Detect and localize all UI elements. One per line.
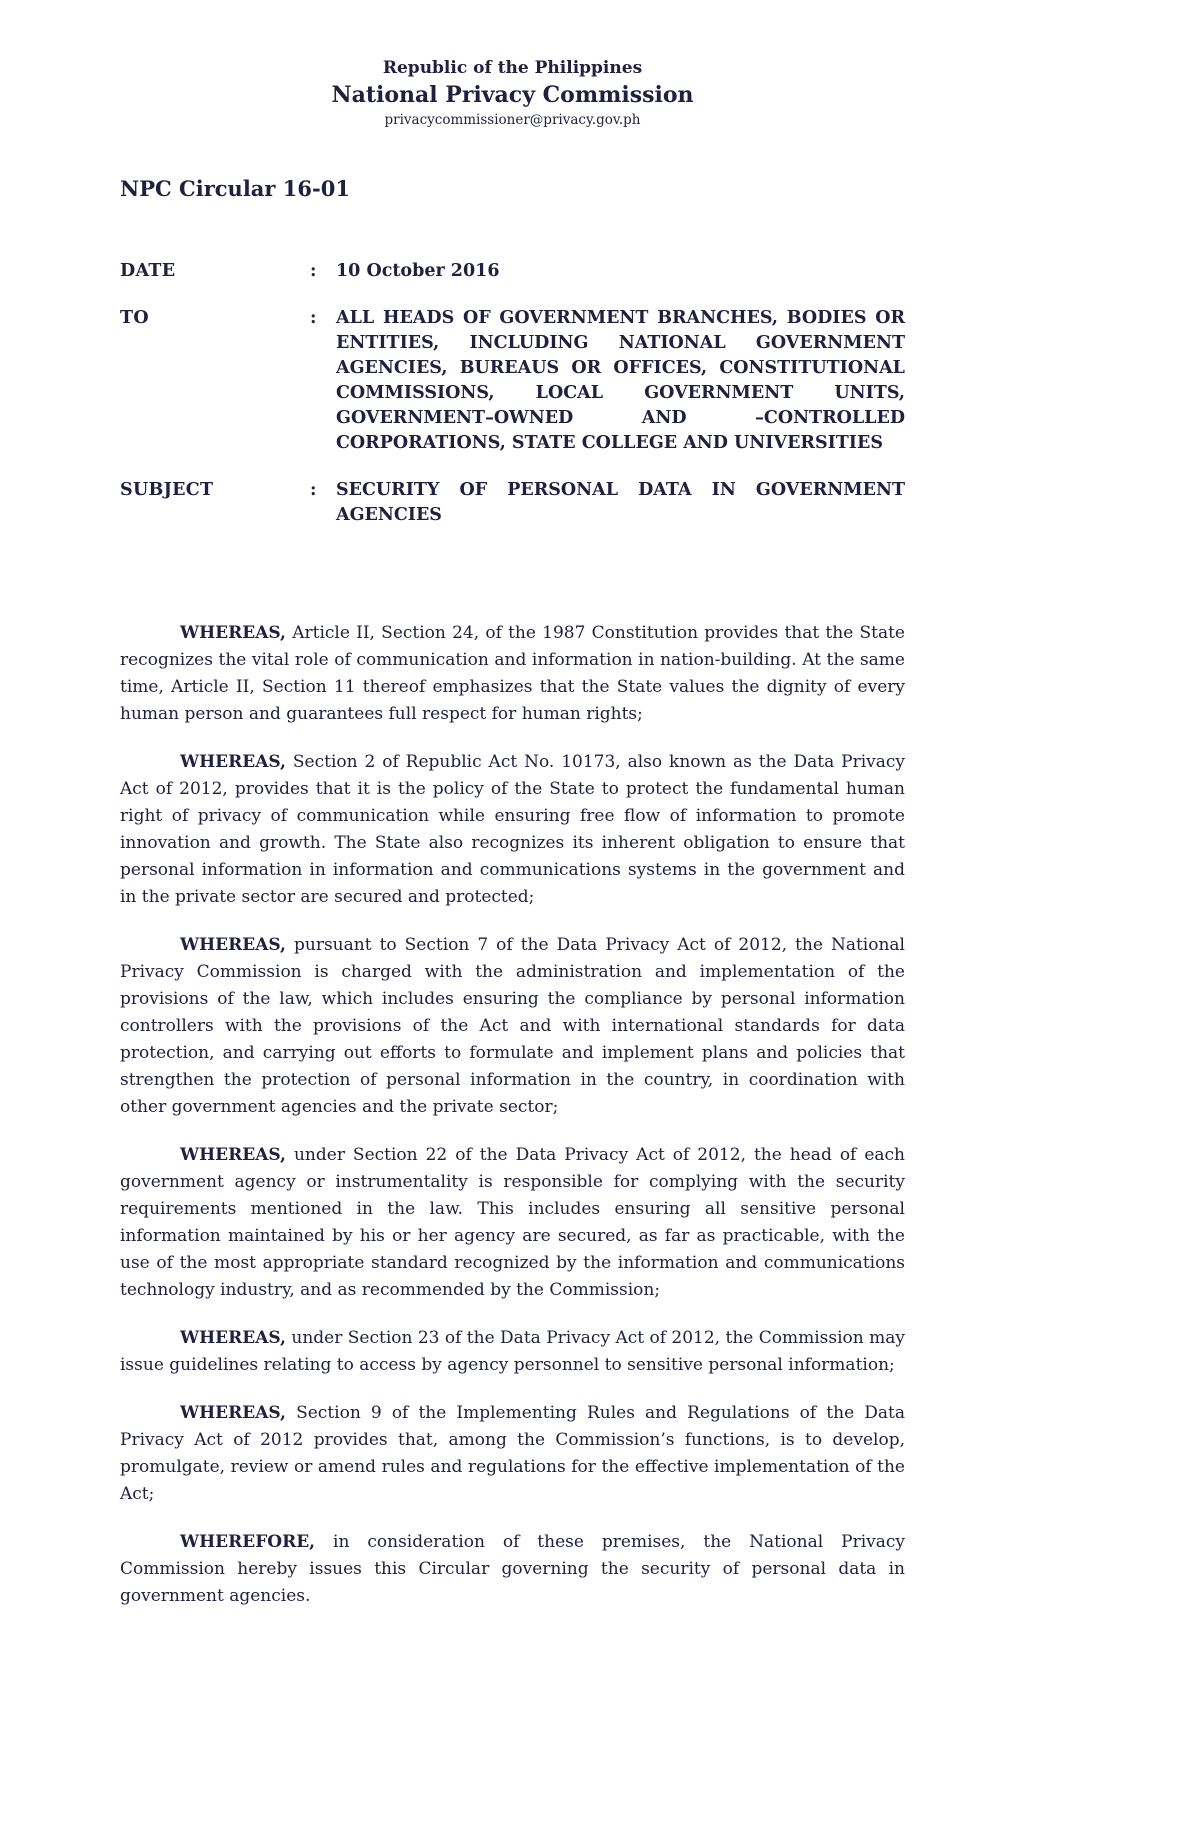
paragraph-whereas-6 [120, 1400, 905, 1508]
republic-line: Republic of the Philippines [382, 58, 643, 78]
meta-label-to: TO [120, 308, 149, 328]
body-block [120, 620, 905, 1610]
circular-title: NPC Circular 16-01 [120, 176, 350, 201]
paragraph-lead: WHEREAS, [180, 935, 286, 955]
paragraph-lead: WHEREAS, [180, 1403, 286, 1423]
paragraph-wherefore [120, 1529, 905, 1610]
paragraph-lead: WHEREAS, [180, 752, 286, 772]
paragraph-whereas-2 [120, 749, 905, 911]
commission-email: privacycommissioner@privacy.gov.ph [384, 112, 641, 128]
paragraph-lead: WHEREAS, [180, 1145, 286, 1165]
paragraph-lead: WHEREAS, [180, 1328, 286, 1348]
paragraph-whereas-1 [120, 620, 905, 728]
meta-value-to: ALL HEADS OF GOVERNMENT BRANCHES, BODIES OR ENTITIES, INCLUDING NATIONAL GOVERNMENT AGENCIES, BUREAUS OR OFFICES, CONSTITUTIONAL COMMISSIONS, LOCAL GOVERNMENT UNITS, GOVERNMENT–OWNED AND –CONTROLLED CORPORATIONS, STATE COLLEGE AND UNIVERSITIES [336, 308, 905, 453]
meta-colon-subject: : [310, 480, 317, 500]
paragraph-text: pursuant to Section 7 of the Data Privacy Act of 2012, the National Privacy Commission is charged with the administration and implementation of the provisions of the law, which includes ensuring the compliance by personal information controllers with the provisions of the Act and with international standards for data protection, and carrying out efforts to formulate and implement plans and policies that strengthen the protection of personal information in the country, in coordination with other government agencies and the private sector; [120, 935, 905, 1117]
meta-label-subject: SUBJECT [120, 480, 214, 500]
commission-name: National Privacy Commission [331, 82, 694, 108]
meta-label-date: DATE [120, 261, 176, 281]
paragraph-text: under Section 23 of the Data Privacy Act of 2012, the Commission may issue guidelines relating to access by agency personnel to sensitive personal information; [120, 1328, 905, 1375]
paragraph-text: under Section 22 of the Data Privacy Act of 2012, the head of each government agency or instrumentality is responsible for complying with the security requirements mentioned in the law. This includes ensuring all sensitive personal information maintained by his or her agency are secured, as far as practicable, with the use of the most appropriate standard recognized by the information and communications technology industry, and as recommended by the Commission; [120, 1145, 905, 1300]
document-header [120, 56, 905, 130]
paragraph-text: Section 2 of Republic Act No. 10173, also known as the Data Privacy Act of 2012, provides that it is the policy of the State to protect the fundamental human right of privacy of communication while ensuring free flow of information to promote innovation and growth. The State also recognizes its inherent obligation to ensure that personal information in information and communications systems in the government and in the private sector are secured and protected; [120, 752, 905, 907]
paragraph-lead: WHEREFORE, [180, 1532, 316, 1552]
paragraph-whereas-3 [120, 932, 905, 1121]
paragraph-text: Section 9 of the Implementing Rules and Regulations of the Data Privacy Act of 2012 provides that, among the Commission’s functions, is to develop, promulgate, review or amend rules and regulations for the effective implementation of the Act; [120, 1403, 905, 1504]
meta-value-date: 10 October 2016 [336, 261, 500, 281]
meta-colon-to: : [310, 308, 317, 328]
meta-value-subject: SECURITY OF PERSONAL DATA IN GOVERNMENT AGENCIES [336, 480, 905, 525]
paragraph-whereas-5 [120, 1325, 905, 1379]
paragraph-whereas-4 [120, 1142, 905, 1304]
paragraph-lead: WHEREAS, [180, 623, 286, 643]
meta-colon-date: : [310, 261, 317, 281]
meta-block [120, 259, 905, 528]
paragraph-text: in consideration of these premises, the National Privacy Commission hereby issues this Circular governing the security of personal data in government agencies. [120, 1532, 905, 1606]
paragraph-text: Article II, Section 24, of the 1987 Constitution provides that the State recognizes the vital role of communication and information in nation-building. At the same time, Article II, Section 11 thereof emphasizes that the State values the dignity of every human person and guarantees full respect for human rights; [120, 623, 905, 724]
